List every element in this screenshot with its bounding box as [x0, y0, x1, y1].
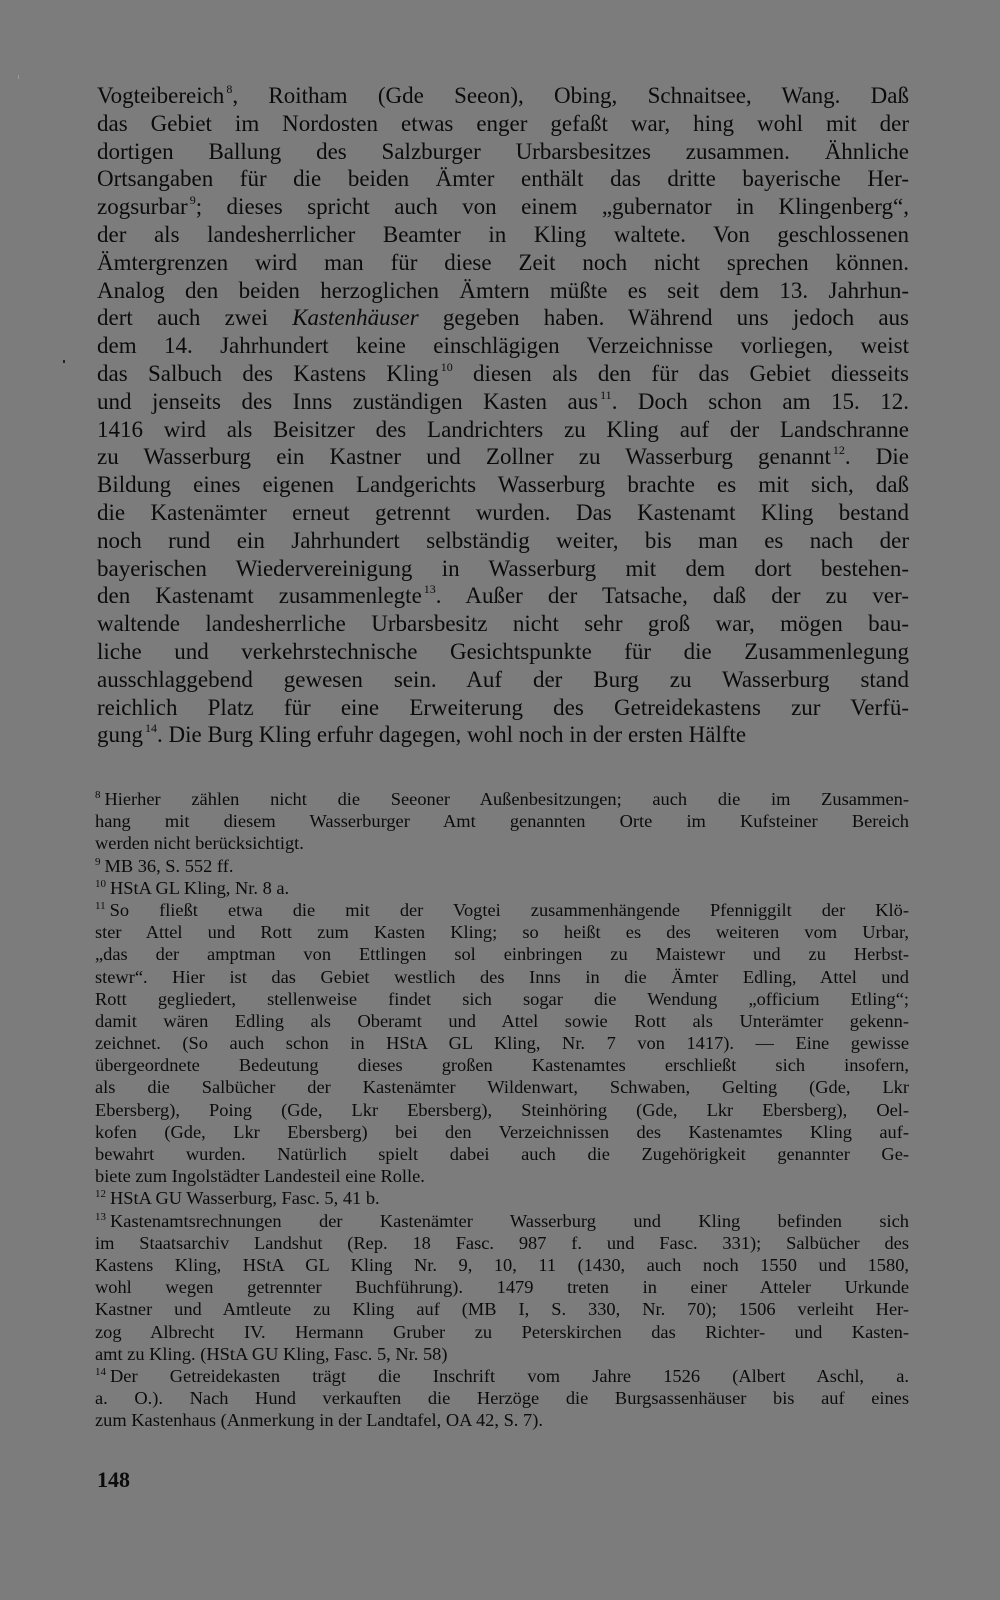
footnote-line [95, 1232, 909, 1254]
footnote-text: werden nicht berücksichtigt. [95, 833, 304, 854]
body-line: waltende landesherrliche Urbarsbesitz nicht sehr groß war, mögen bau- [97, 611, 909, 637]
footnote-text: HStA GL Kling, Nr. 8 a. [110, 877, 290, 898]
footnote-ref: 8 [226, 82, 233, 96]
footnote-text: Ebersberg), Poing (Gde, Lkr Ebersberg), Steinhöring (Gde, Lkr Ebersberg), Oel- [95, 1099, 909, 1120]
footnote-number: 13 [95, 1210, 106, 1223]
footnote-number: 14 [95, 1365, 106, 1378]
body-line: zogsurbar $^9$; dieses spricht auch von einem „gubernator in Klingenberg“, [97, 193, 909, 220]
footnote-line [95, 1032, 909, 1054]
footnote-line [95, 855, 909, 877]
main-text [97, 82, 909, 749]
footnote-text: damit wären Edling als Oberamt und Attel sowie Rott als Unterämter gekenn- [95, 1010, 909, 1031]
body-line: dem 14. Jahrhundert keine einschlägigen Verzeichnisse vorliegen, weist [97, 333, 909, 359]
body-line: die Kastenämter erneut getrennt wurden. Das Kastenamt Kling bestand [97, 499, 909, 525]
footnote-number: 12 [95, 1188, 106, 1201]
footnote-line [95, 1409, 909, 1431]
footnote-line [95, 1165, 909, 1187]
footnote-line [95, 1099, 909, 1121]
footnote-line [95, 1254, 909, 1276]
body-line: den Kastenamt zusammenlegte $^{13}$. Außer der Tatsache, daß der zu ver- [97, 582, 909, 609]
footnote-text: hang mit diesem Wasserburger Amt genannten Orte im Kufsteiner Bereich [95, 811, 909, 832]
footnote-text: zeichnet. (So auch schon in HStA GL Kling, Nr. 7 von 1417). — Eine gewisse [95, 1033, 909, 1054]
footnote-text: als die Salbücher der Kastenämter Wildenwart, Schwaben, Gelting (Gde, Lkr [95, 1077, 909, 1098]
footnote-line [95, 966, 909, 988]
italic-term: Kastenhäuser [292, 305, 419, 331]
footnote-line [95, 1298, 909, 1320]
footnote-line [95, 899, 909, 921]
footnote-line [95, 788, 909, 810]
footnote-text: a. O.). Nach Hund verkauften die Herzöge die Burgsassenhäuser bis auf eines [95, 1388, 909, 1409]
footnote-text: „das der amptman von Ettlingen sol einbringen zu Maistewr und zu Herbst- [95, 944, 909, 965]
footnote-ref: 14 [145, 721, 157, 736]
body-line: das Salbuch des Kastens Kling $^{10}$ diesen als den für das Gebiet diesseits [97, 359, 909, 386]
footnote-number: 10 [95, 877, 106, 890]
footnote-number: 11 [95, 899, 106, 912]
footnote-line [95, 832, 909, 854]
footnote-text: Rott gegliedert, stellenweise findet sich sogar die Wendung „officium Etling“; [95, 988, 909, 1009]
footnote-line [95, 1210, 909, 1232]
footnote-number: 9 [95, 855, 101, 868]
footnote-text: Kastenamtsrechnungen der Kastenämter Wasserburg und Kling befinden sich [110, 1210, 909, 1231]
body-line: dert auch zwei Kastenhäuser gegeben haben. Während uns jedoch aus [97, 305, 909, 331]
footnote-line [95, 1343, 909, 1365]
footnote-text: zum Kastenhaus (Anmerkung in der Landtafel, OA 42, S. 7). [95, 1410, 543, 1431]
body-line: Vogteibereich $^8$, Roitham (Gde Seeon), Obing, Schnaitsee, Wang. Daß [97, 82, 909, 108]
footnote-text: übergeordnete Bedeutung dieses großen Kastenamtes erschließt sich insofern, [95, 1055, 909, 1076]
footnote-ref: 12 [832, 443, 845, 458]
body-line: der als landesherrlicher Beamter in Kling waltete. Von geschlossenen [97, 221, 909, 247]
body-line: Analog den beiden herzoglichen Ämtern müßte es seit dem 13. Jahrhun- [97, 277, 909, 303]
footnote-line [95, 1387, 909, 1409]
footnote-text: im Staatsarchiv Landshut (Rep. 18 Fasc. 987 f. und Fasc. 331); Salbücher des [95, 1232, 909, 1253]
footnote-line [95, 921, 909, 943]
footnote-text: Kastner und Amtleute zu Kling auf (MB I, S. 330, Nr. 70); 1506 verleiht Her- [95, 1299, 909, 1320]
scan-speck [18, 75, 19, 79]
footnote-text: zog Albrecht IV. Hermann Gruber zu Peterskirchen das Richter- und Kasten- [95, 1321, 909, 1342]
footnote-line [95, 1321, 909, 1343]
footnote-line [95, 1054, 909, 1076]
scan-speck [63, 360, 65, 363]
footnote-line [95, 1121, 909, 1143]
footnotes [95, 788, 909, 1431]
footnote-line [95, 1276, 909, 1298]
footnote-text: Hierher zählen nicht die Seeoner Außenbesitzungen; auch die im Zusammen- [104, 789, 909, 809]
footnote-text: biete zum Ingolstädter Landesteil eine Rolle. [95, 1166, 425, 1187]
footnote-line [95, 1010, 909, 1032]
footnote-line [95, 1143, 909, 1165]
body-line: gung $^{14}$. Die Burg Kling erfuhr dagegen, wohl noch in der ersten Hälfte [97, 721, 747, 748]
footnote-text: amt zu Kling. (HStA GU Kling, Fasc. 5, Nr. 58) [95, 1343, 448, 1364]
body-line: liche und verkehrstechnische Gesichtspunkte für die Zusammenlegung [97, 638, 909, 664]
body-line: das Gebiet im Nordosten etwas enger gefaßt war, hing wohl mit der [97, 110, 909, 136]
footnote-line [95, 1076, 909, 1098]
footnote-number: 8 [95, 789, 101, 801]
footnote-text: Kastens Kling, HStA GL Kling Nr. 9, 10, 11 (1430, auch noch 1550 und 1580, [95, 1254, 909, 1275]
footnote-text: bewahrt wurden. Natürlich spielt dabei auch die Zugehörigkeit genannter Ge- [95, 1144, 909, 1164]
footnote-text: stewr“. Hier ist das Gebiet westlich des Inns in die Ämter Edling, Attel und [95, 966, 909, 987]
footnote-line [95, 943, 909, 965]
body-line: Ämtergrenzen wird man für diese Zeit noch nicht sprechen können. [97, 249, 909, 275]
footnote-ref: 13 [423, 582, 436, 597]
footnote-ref: 9 [189, 193, 196, 208]
page-number: 148 [97, 1467, 130, 1492]
footnote-line [95, 1365, 909, 1387]
footnote-line [95, 810, 909, 832]
footnote-text: ster Attel und Rott zum Kasten Kling; so heißt es des weiteren vom Urbar, [95, 922, 909, 943]
body-line: Ortsangaben für die beiden Ämter enthält das dritte bayerische Her- [97, 166, 909, 192]
body-line: reichlich Platz für eine Erweiterung des Getreidekastens zur Verfü- [97, 694, 909, 720]
footnote-text: kofen (Gde, Lkr Ebersberg) bei den Verzeichnissen des Kastenamtes Kling auf- [95, 1121, 909, 1142]
body-line: 1416 wird als Beisitzer des Landrichters zu Kling auf der Landschranne [97, 416, 909, 442]
body-line: bayerischen Wiedervereinigung in Wasserburg mit dem dort bestehen- [97, 555, 909, 581]
footnote-text: wohl wegen getrennter Buchführung). 1479 treten in einer Atteler Urkunde [95, 1277, 909, 1298]
footnote-line [95, 988, 909, 1010]
body-line: Bildung eines eigenen Landgerichts Wasserburg brachte es mit sich, daß [97, 472, 909, 498]
body-line: ausschlaggebend gewesen sein. Auf der Burg zu Wasserburg stand [97, 666, 909, 692]
body-line: dortigen Ballung des Salzburger Urbarsbesitzes zusammen. Ähnliche [97, 138, 909, 164]
footnote-ref: 10 [440, 359, 453, 374]
footnote-line [95, 1187, 909, 1209]
footnote-text: MB 36, S. 552 ff. [104, 855, 234, 876]
body-line: zu Wasserburg ein Kastner und Zollner zu Wasserburg genannt $^{12}$. Die [97, 443, 909, 470]
footnote-text: HStA GU Wasserburg, Fasc. 5, 41 b. [110, 1188, 380, 1209]
body-line: und jenseits des Inns zuständigen Kasten aus $^{11}$. Doch schon am 15. 12. [97, 387, 909, 414]
footnote-line [95, 877, 909, 899]
footnote-text: So fließt etwa die mit der Vogtei zusammenhängende Pfenniggilt der Klö- [109, 899, 909, 920]
footnote-text: Der Getreidekasten trägt die Inschrift vom Jahre 1526 (Albert Aschl, a. [110, 1365, 909, 1386]
body-line: noch rund ein Jahrhundert selbständig weiter, bis man es nach der [97, 527, 909, 553]
footnote-ref: 11 [600, 387, 612, 402]
